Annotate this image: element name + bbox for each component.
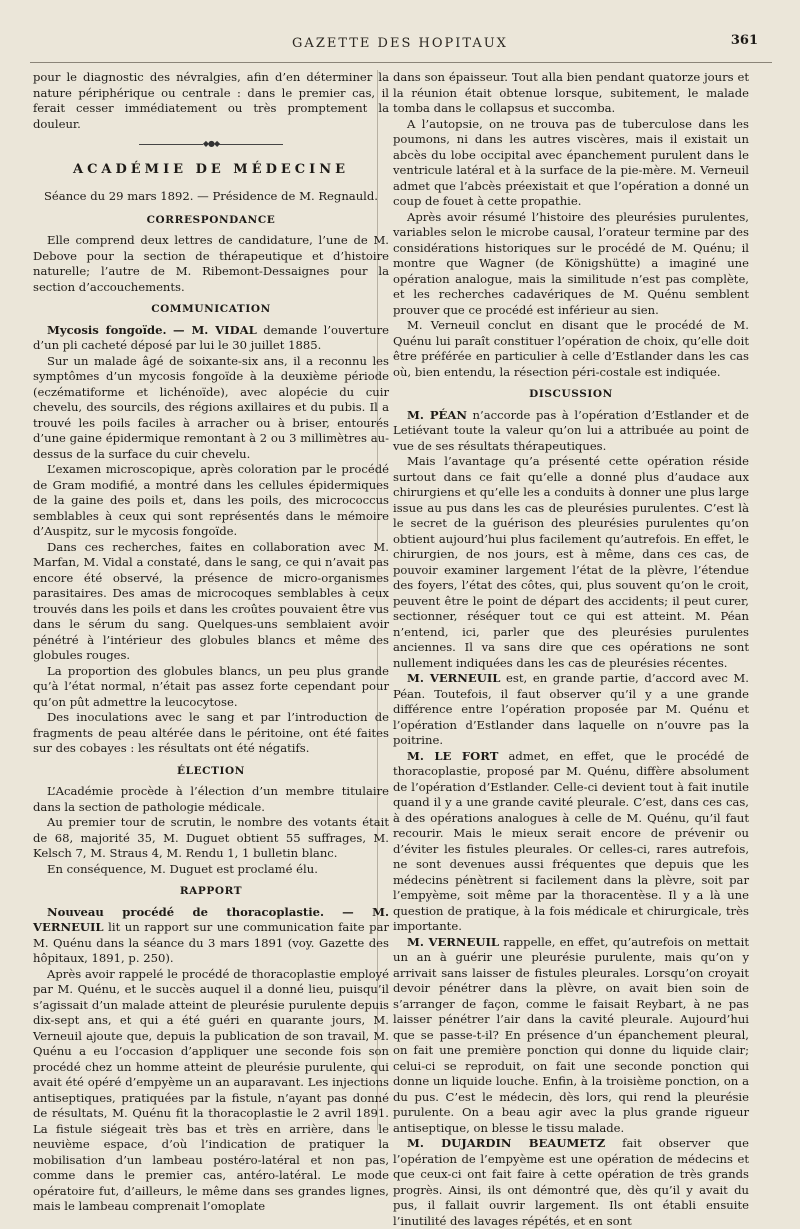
intro-paragraph: pour le diagnostic des névralgies, afin d’en déterminer la nature périphérique ou centrale : dans le premier cas, il ferait cesser immédiatement ou très promptement la douleur. bbox=[33, 70, 389, 131]
header-rule bbox=[30, 62, 772, 63]
communication-subject: Mycosis fongoïde. bbox=[47, 322, 167, 337]
dujardin-text: fait observer que l’opération de l’empyème est une opération de médecins et que ceux-ci ont fait faire à cette opération de très grands progrès. Ainsi, ils ont démontré que, dès qu’il y avait du pus, il fallait ouvrir largement. Ils ont établi ensuite l’inutilité des lavages répétés, et en sont bbox=[393, 1136, 749, 1228]
communication-paragraph-6: Des inoculations avec le sang et par l’introduction de fragments de peau altérée dans le péritoine, ont été faites sur des cobayes : les résultats ont été négatifs. bbox=[33, 710, 389, 755]
communication-heading: COMMUNICATION bbox=[151, 303, 271, 315]
running-title: GAZETTE DES HOPITAUX bbox=[292, 36, 508, 51]
speaker-verneuil: M. VERNEUIL bbox=[407, 671, 501, 685]
left-column bbox=[33, 70, 389, 1215]
rapport-paragraph-1 bbox=[33, 905, 389, 967]
election-paragraph-3: En conséquence, M. Duguet est proclamé élu. bbox=[47, 861, 318, 876]
communication-speaker: — M. VIDAL bbox=[173, 322, 257, 337]
correspondance-paragraph: Elle comprend deux lettres de candidature, l’une de M. Debove pour la section de thérapeutique et d’histoire naturelle; l’autre de M. Ribemont-Dessaignes pour la section d’accouchements. bbox=[33, 233, 389, 294]
communication-text: demande l’ouverture d’un pli cacheté déposé par lui le 30 juillet 1885. bbox=[33, 322, 389, 352]
discussion-verneuil-paragraph bbox=[393, 671, 749, 749]
rapport-continuation-paragraph: dans son épaisseur. Tout alla bien pendant quatorze jours et la réunion était obtenue lorsque, subitement, le malade tomba dans le collapsus et succomba. bbox=[393, 70, 749, 115]
election-paragraph-1: L’Académie procède à l’élection d’un membre titulaire dans la section de pathologie médicale. bbox=[33, 784, 389, 814]
election-heading: ÉLECTION bbox=[176, 764, 245, 777]
rapport-paragraph-2: Après avoir rappelé le procédé de thoracoplastie employé par M. Quénu, et le succès auquel il a donné lieu, puisqu’il s’agissait d’un malade atteint de pleurésie purulente depuis dix-sept ans, et qui a été guéri en quarante jours, M. Verneuil ajoute que, depuis la publication de son travail, M. Quénu a eu l’occasion d’appliquer une seconde fois son procédé chez un homme atteint de pleurésie purulente, qui avait été opéré d’empyème un an auparavant. Les injections antiseptiques, pratiquées par la fistule, n’ayant pas donné de résultats, M. Quénu fit la thoracoplastie le 2 avril 1891. La fistule siégeait très bas et très en arrière, dans le neuvième espace, d’où l’indication de pratiquer la mobilisation d’un lambeau postéro-latéral et non pas, comme dans le premier cas, antéro-latéral. Le mode opératoire fut, d’ailleurs, le même dans ses grandes lignes, mais le lambeau comprenait l’omoplate bbox=[33, 966, 389, 1213]
discussion-heading: DISCUSSION bbox=[529, 388, 613, 400]
page-number: 361 bbox=[730, 33, 758, 48]
verneuil-text: est, en grande partie, d’accord avec M. Péan. Toutefois, il faut observer qu’il y a une grande différence entre l’opération proposée par M. Quénu et l’opération d’Estlander dans laquelle on n’ouvre pas la poitrine. bbox=[393, 671, 749, 747]
section-ornament: ◆●◆ bbox=[33, 136, 389, 152]
seance-line: Séance du 29 mars 1892. — Présidence de M. Regnauld. bbox=[43, 189, 378, 203]
communication-paragraph-3: L’examen microscopique, après coloration par le procédé de Gram modifié, a montré dans les cellules épidermiques de la gaine des poils et, dans les poils, des micrococcus semblables à ceux qui sont représentés dans le mémoire d’Auspitz, sur le mycosis fongoïde. bbox=[33, 462, 389, 538]
speaker-dujardin-beaumetz: M. DUJARDIN BEAUMETZ bbox=[407, 1136, 606, 1150]
conclusion-paragraph: M. Verneuil conclut en disant que le procédé de M. Quénu lui paraît constituer l’opération de choix, qu’elle doit être préférée en particulier à celle d’Estlander dans les cas où, bien entendu, la résection péri-costale est indiquée. bbox=[393, 318, 749, 379]
academie-title: ACADÉMIE DE MÉDECINE bbox=[72, 161, 349, 177]
speaker-verneuil-2: M. VERNEUIL bbox=[407, 934, 500, 949]
discussion-pean-paragraph-2: Mais l’avantage qu’a présenté cette opération réside surtout dans ce fait qu’elle a donné plus d’audace aux chirurgiens et qu’elle les a conduits à donner une plus large issue au pus dans les cas de pleurésies purulentes. C’est là le secret de la guérison des pleurésies purulentes qu’on obtient aujourd’hui plus facilement qu’autrefois. En effet, le chirurgien, de nos jours, est à même, dans ces cas, de pouvoir examiner largement l’état de la plèvre, l’étendue des foyers, l’état des côtes, qui, plus souvent qu’on le croit, peuvent être le point de départ des accidents; il peut curer, sectionner, réséquer tout ce qui est atteint. M. Péan n’entend, ici, parler que des pleurésies purulentes anciennes. Il va sans dire que ces opérations ne sont nullement indiquées dans les cas de pleurésies récentes. bbox=[393, 454, 749, 670]
le-fort-text: admet, en effet, que le procédé de thoracoplastie, proposé par M. Quénu, diffère absolument de l’opération d’Estlander. Celle-ci devient tout à fait inutile quand il y a une grande cavité pleurale. C’est, dans ces cas, à des opérations analogues à celle de M. Quénu, qu’il faut recourir. Mais le mieux serait encore de prévenir ou d’éviter les fistules pleurales. Or celles-ci, rares autrefois, ne sont devenues aussi fréquentes que depuis que les médecins pénètrent si facilement dans la plèvre, soit par l’empyème, soit même par la thoracentèse. Il y a là une question de pratique, à la fois médicale et chirurgicale, très importante. bbox=[393, 748, 749, 933]
historique-paragraph: Après avoir résumé l’histoire des pleurésies purulentes, variables selon le microbe causal, l’orateur termine par des considérations historiques sur le procédé de M. Quénu; il montre que Wagner (de Königshütte) a imaginé une opération analogue, mais la similitude n’est pas complète, et les recherches cadavériques de M. Quénu semblent prouver que ce procédé est inférieur au sien. bbox=[393, 209, 749, 317]
right-column bbox=[393, 70, 749, 1229]
correspondance-heading: CORRESPONDANCE bbox=[146, 213, 276, 226]
communication-paragraph-2: Sur un malade âgé de soixante-six ans, il a reconnu les symptômes d’un mycosis fongoïde à la deuxième période (eczématiforme et lichénoïde), avec alopécie du cuir chevelu, des sourcils, des régions axillaires et du pubis. Il a trouvé les poils faciles à arracher ou à briser, entourés d’une gaine épidermique remontant à 2 ou 3 millimètres au-dessus de la surface du cuir chevelu. bbox=[33, 353, 389, 461]
verneuil-text-2: rappelle, en effet, qu’autrefois on mettait un an à guérir une pleurésie purulente, mais qu’on y arrivait sans laisser de fistules pleurales. Lorsqu’on croyait devoir pénétrer dans la plèvre, on avait bien soin de s’arranger de façon, comme le faisait Reybart, à ne pas laisser pénétrer l’air dans la cavité pleurale. Aujourd’hui que se passe-t-il? En présence d’un épanchement pleural, on fait une première ponction qui donne du liquide clair; celui-ci se reproduit, on fait une seconde ponction qui donne un liquide louche. Enfin, à la troisième ponction, on a du pus. C’est le médecin, dès lors, qui rend la pleurésie purulente. On a beau agir avec la plus grande rigueur antiseptique, on blesse le tissu malade. bbox=[393, 934, 749, 1135]
election-paragraph-2: Au premier tour de scrutin, le nombre des votants était de 68, majorité 35, M. Duguet obtient 55 suffrages, M. Kelsch 7, M. Straus 4, M. Rendu 1, 1 bulletin blanc. bbox=[33, 815, 389, 860]
speaker-le-fort: M. LE FORT bbox=[407, 748, 499, 763]
communication-paragraph-1 bbox=[33, 323, 389, 354]
communication-paragraph-4: Dans ces recherches, faites en collaboration avec M. Marfan, M. Vidal a constaté, dans le sang, ce qui n’avait pas encore été observé, la présence de micro-organismes parasitaires. Des amas de microcoques semblables à ceux trouvés dans les poils et dans les croûtes pouvaient être vus dans le sérum du sang. Quelques-uns semblaient avoir pénétré à l’intérieur des globules blancs et même des globules rouges. bbox=[33, 539, 389, 662]
discussion-lefort-paragraph bbox=[393, 749, 749, 935]
communication-paragraph-5: La proportion des globules blancs, un peu plus grande qu’à l’état normal, n’était pas assez forte cependant pour qu’on pût admettre la leucocytose. bbox=[33, 663, 389, 709]
speaker-pean: M. PÉAN bbox=[407, 407, 467, 422]
discussion-pean-paragraph bbox=[393, 408, 749, 455]
rapport-speaker: — M. VERNEUIL bbox=[33, 904, 389, 934]
autopsie-paragraph: A l’autopsie, on ne trouva pas de tuberculose dans les poumons, ni dans les autres viscères, mais il existait un abcès du lobe occipital avec épanchement purulent dans le ventricule latéral et à la surface de la pie-mère. M. Verneuil admet que l’abcès préexistait et que l’opération a donné un coup de fouet à cette propathie. bbox=[393, 116, 749, 208]
rapport-text: lit un rapport sur une communication faite par M. Quénu dans la séance du 3 mars 1891 (voy. Gazette des hôpitaux, 1891, p. 250). bbox=[33, 920, 389, 965]
discussion-verneuil-paragraph-2 bbox=[393, 935, 749, 1137]
rapport-heading: RAPPORT bbox=[179, 885, 243, 897]
pean-text: n’accorde pas à l’opération d’Estlander et de Letiévant toute la valeur qu’on lui a attribuée au point de vue de ses résultats thérapeutiques. bbox=[393, 407, 749, 453]
rapport-subject: Nouveau procédé de thoracoplastie. bbox=[47, 904, 325, 919]
discussion-dujardin-paragraph bbox=[393, 1136, 749, 1229]
